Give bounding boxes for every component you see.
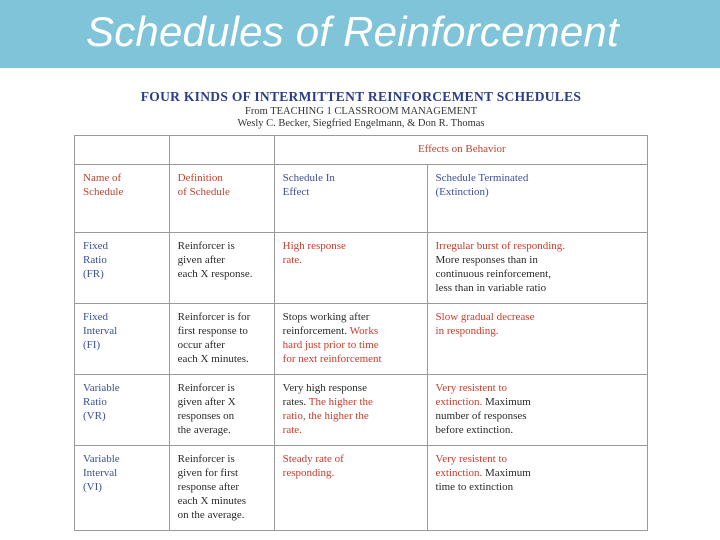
- definition-cell: [169, 446, 274, 531]
- col-header-in-effect-line: Schedule In: [282, 172, 335, 184]
- name-line: (VR): [83, 410, 106, 422]
- terminated-line: Very resistent to: [435, 382, 507, 394]
- col-header-name-line: Schedule: [83, 186, 124, 198]
- terminated-line: More responses than in: [435, 254, 538, 266]
- col-header-terminated: [427, 165, 647, 233]
- in-effect-cell: [274, 304, 427, 375]
- terminated-cell: [427, 304, 647, 375]
- in-effect-line: ratio, the higher the: [282, 410, 369, 422]
- terminated-line: number of responses: [435, 410, 527, 422]
- source-line-2: Wesly C. Becker, Siegfried Engelmann, & Don R. Thomas: [237, 118, 485, 129]
- source-line-1: From TEACHING 1 CLASSROOM MANAGEMENT: [245, 106, 477, 117]
- schedule-name-cell: [75, 446, 170, 531]
- col-header-name: [75, 165, 170, 233]
- definition-line: responses on: [177, 410, 235, 422]
- name-line: (FR): [83, 268, 104, 280]
- in-effect-colored-part: The higher the: [308, 396, 373, 408]
- definition-cell: [169, 375, 274, 446]
- in-effect-line: [283, 395, 421, 409]
- name-line: Fixed: [83, 311, 109, 323]
- schedule-name-cell: [75, 304, 170, 375]
- definition-line: Reinforcer is: [177, 240, 235, 252]
- in-effect-line: for next reinforcement: [282, 353, 382, 365]
- in-effect-cell: [274, 233, 427, 304]
- terminated-cell: [427, 233, 647, 304]
- in-effect-line: Steady rate of: [282, 453, 344, 465]
- definition-line: given after: [177, 254, 225, 266]
- col-header-definition-line: Definition: [177, 172, 223, 184]
- definition-line: on the average.: [177, 509, 245, 521]
- table-row: [75, 233, 648, 304]
- definition-line: response after: [177, 481, 240, 493]
- terminated-plain-part: Maximum: [482, 396, 531, 408]
- definition-line: Reinforcer is: [177, 453, 235, 465]
- terminated-line: [436, 466, 641, 480]
- definition-line: Reinforcer is for: [177, 311, 251, 323]
- definition-line: each X minutes: [177, 495, 247, 507]
- terminated-cell: [427, 446, 647, 531]
- terminated-colored-part: extinction.: [435, 467, 483, 479]
- in-effect-line: rate.: [282, 254, 302, 266]
- terminated-line: Irregular burst of responding.: [435, 240, 566, 252]
- terminated-line: Very resistent to: [435, 453, 507, 465]
- in-effect-line: [283, 324, 421, 338]
- terminated-line: in responding.: [435, 325, 499, 337]
- in-effect-cell: [274, 375, 427, 446]
- definition-line: Reinforcer is: [177, 382, 235, 394]
- col-header-in-effect-line: Effect: [282, 186, 310, 198]
- terminated-line: Slow gradual decrease: [435, 311, 535, 323]
- col-header-terminated-line: (Extinction): [435, 186, 489, 198]
- name-line: Interval: [83, 467, 118, 479]
- terminated-line: continuous reinforcement,: [435, 268, 551, 280]
- table-row: [75, 446, 648, 531]
- name-line: (VI): [83, 481, 102, 493]
- col-header-definition-line: of Schedule: [177, 186, 230, 198]
- in-effect-line: rate.: [282, 424, 302, 436]
- schedule-name-cell: [75, 233, 170, 304]
- col-header-in-effect: [274, 165, 427, 233]
- definition-line: given for first: [177, 467, 239, 479]
- in-effect-plain-part: reinforcement.: [282, 325, 350, 337]
- effects-on-behavior-header: Effects on Behavior: [274, 136, 647, 165]
- terminated-plain-part: Maximum: [482, 467, 531, 479]
- document-heading: FOUR KINDS OF INTERMITTENT REINFORCEMENT SCHEDULES: [140, 89, 582, 104]
- table-column-header-row: [75, 165, 648, 233]
- name-line: Ratio: [83, 396, 107, 408]
- in-effect-line: High response: [282, 240, 346, 252]
- in-effect-colored-part: Works: [349, 325, 379, 337]
- in-effect-line: responding.: [282, 467, 335, 479]
- document-header: [74, 88, 648, 130]
- in-effect-line: Stops working after: [282, 311, 370, 323]
- schedules-table: [74, 135, 648, 531]
- title-bar: [0, 0, 720, 68]
- terminated-colored-part: extinction.: [435, 396, 483, 408]
- table-row: [75, 304, 648, 375]
- in-effect-line: hard just prior to time: [282, 339, 379, 351]
- in-effect-cell: [274, 446, 427, 531]
- in-effect-line: Very high response: [282, 382, 367, 394]
- terminated-line: [436, 395, 641, 409]
- terminated-line: before extinction.: [435, 424, 514, 436]
- name-line: Ratio: [83, 254, 107, 266]
- definition-line: occur after: [177, 339, 225, 351]
- definition-cell: [169, 233, 274, 304]
- col-header-terminated-line: Schedule Terminated: [435, 172, 529, 184]
- definition-line: first response to: [177, 325, 248, 337]
- terminated-line: less than in variable ratio: [435, 282, 547, 294]
- definition-line: given after X: [177, 396, 236, 408]
- name-line: (FI): [83, 339, 101, 351]
- col-header-definition: [169, 165, 274, 233]
- name-line: Interval: [83, 325, 118, 337]
- table-row: [75, 375, 648, 446]
- definition-line: each X response.: [177, 268, 253, 280]
- table-group-header-row: [75, 136, 648, 165]
- definition-line: each X minutes.: [177, 353, 249, 365]
- terminated-line: time to extinction: [435, 481, 514, 493]
- name-line: Fixed: [83, 240, 109, 252]
- in-effect-plain-part: rates.: [282, 396, 309, 408]
- definition-cell: [169, 304, 274, 375]
- terminated-cell: [427, 375, 647, 446]
- schedule-name-cell: [75, 375, 170, 446]
- slide-title: Schedules of Reinforcement: [86, 8, 619, 55]
- name-line: Variable: [83, 382, 120, 394]
- name-line: Variable: [83, 453, 120, 465]
- col-header-name-line: Name of: [83, 172, 122, 184]
- definition-line: the average.: [177, 424, 231, 436]
